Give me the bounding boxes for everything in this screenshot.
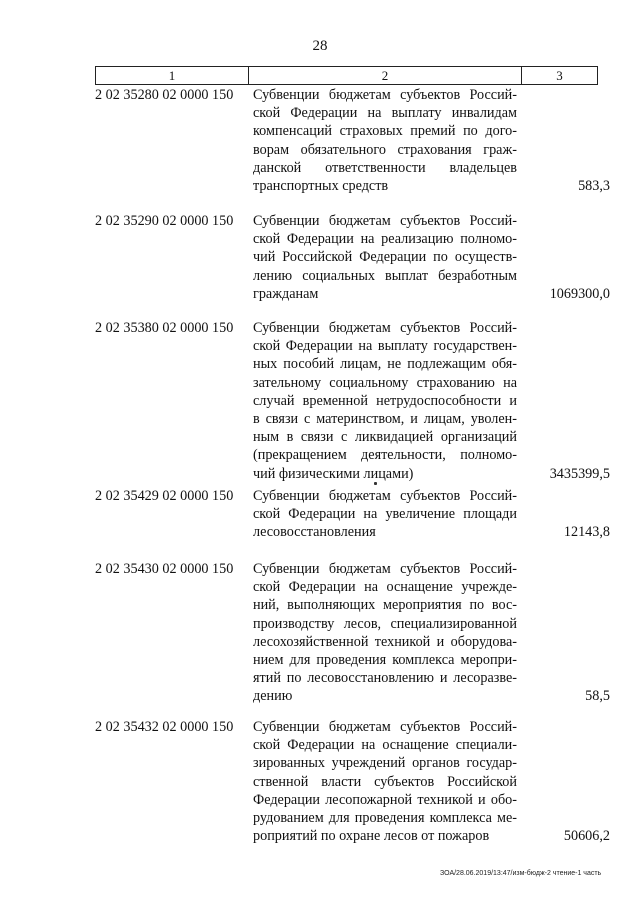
budget-code: 2 02 35429 02 0000 150 bbox=[95, 488, 234, 504]
row-description bbox=[253, 86, 517, 195]
row-amount: 12143,8 bbox=[563, 524, 610, 541]
description-line: чий физическими лицами) bbox=[253, 465, 414, 482]
description-line: (прекращением деятельности, полномо- bbox=[253, 447, 517, 464]
row-amount: 3435399,5 bbox=[549, 465, 610, 482]
budget-code: 2 02 35430 02 0000 150 bbox=[95, 561, 234, 577]
description-line: производству лесов, специализированной bbox=[253, 615, 517, 632]
description-line: ных пособий лицам, не подлежащим обя- bbox=[253, 356, 517, 373]
column-header-3: 3 bbox=[522, 67, 598, 85]
row-description bbox=[253, 560, 517, 706]
description-line: компенсаций страховых премий по дого- bbox=[253, 123, 517, 140]
row-amount: 50606,2 bbox=[563, 828, 610, 845]
budget-code: 2 02 35432 02 0000 150 bbox=[95, 719, 234, 735]
row-amount: 583,3 bbox=[578, 178, 610, 194]
description-line: случай временной нетрудоспособности и bbox=[253, 392, 517, 409]
description-line: дению bbox=[253, 688, 293, 705]
description-line: гражданам bbox=[253, 285, 319, 302]
description-line: Федерации лесопожарной техникой и обо- bbox=[253, 791, 517, 808]
scan-speck bbox=[374, 482, 377, 485]
column-header-table bbox=[95, 66, 598, 85]
row-amount: 58,5 bbox=[585, 688, 610, 705]
row-amount: 1069300,0 bbox=[549, 285, 610, 302]
description-line: Субвенции бюджетам субъектов Россий- bbox=[253, 719, 517, 735]
column-header-1: 1 bbox=[96, 67, 249, 85]
description-line: ворам обязательного страхования граж- bbox=[253, 141, 517, 158]
row-description bbox=[253, 487, 517, 542]
description-line: Субвенции бюджетам субъектов Россий- bbox=[253, 320, 517, 336]
budget-code: 2 02 35380 02 0000 150 bbox=[95, 320, 234, 336]
description-line: Субвенции бюджетам субъектов Россий- bbox=[253, 213, 517, 229]
description-line: данской ответственности владельцев bbox=[253, 159, 517, 176]
row-description bbox=[253, 718, 517, 845]
description-line: Субвенции бюджетам субъектов Россий- bbox=[253, 561, 517, 577]
description-line: ятий по лесовосстановлению и лесоразве- bbox=[253, 670, 517, 687]
description-line: роприятий по охране лесов от пожаров bbox=[253, 828, 490, 845]
description-line: ской Федерации на реализацию полномо- bbox=[253, 231, 517, 248]
description-line: ным в связи с ликвидацией организаций bbox=[253, 429, 517, 446]
budget-code: 2 02 35290 02 0000 150 bbox=[95, 213, 234, 229]
description-line: рудованием для проведения комплекса ме- bbox=[253, 810, 517, 827]
description-line: зированных учреждений органов государ- bbox=[253, 755, 517, 772]
description-line: ний, выполняющих мероприятия по вос- bbox=[253, 597, 517, 614]
document-footer: ЗОА/28.06.2019/13:47/изм-бюдж-2 чтение-1 часть bbox=[440, 870, 602, 877]
description-line: лению социальных выплат безработным bbox=[253, 267, 517, 284]
description-line: ской Федерации на выплату государствен- bbox=[253, 338, 517, 355]
budget-code: 2 02 35280 02 0000 150 bbox=[95, 87, 234, 103]
description-line: ской Федерации на выплату инвалидам bbox=[253, 105, 517, 122]
description-line: ской Федерации на увеличение площади bbox=[253, 506, 517, 523]
description-line: чий Российской Федерации по осуществ- bbox=[253, 249, 517, 266]
page-number: 28 bbox=[312, 38, 328, 54]
description-line: ской Федерации на оснащение специали- bbox=[253, 737, 517, 754]
row-description bbox=[253, 319, 517, 483]
description-line: Субвенции бюджетам субъектов Россий- bbox=[253, 87, 517, 103]
description-line: лесохозяйственной техникой и оборудова- bbox=[253, 633, 517, 650]
row-description bbox=[253, 212, 517, 303]
description-line: ской Федерации на оснащение учрежде- bbox=[253, 579, 517, 596]
description-line: ственной власти субъектов Российской bbox=[253, 773, 517, 790]
column-header-2: 2 bbox=[249, 67, 522, 85]
description-line: нием для проведения комплекса меропри- bbox=[253, 652, 517, 669]
description-line: транспортных средств bbox=[253, 178, 389, 195]
description-line: в связи с материнством, и лицам, уволен- bbox=[253, 411, 517, 428]
description-line: Субвенции бюджетам субъектов Россий- bbox=[253, 488, 517, 504]
description-line: зательному социальному страхованию на bbox=[253, 374, 517, 391]
description-line: лесовосстановления bbox=[253, 524, 376, 541]
